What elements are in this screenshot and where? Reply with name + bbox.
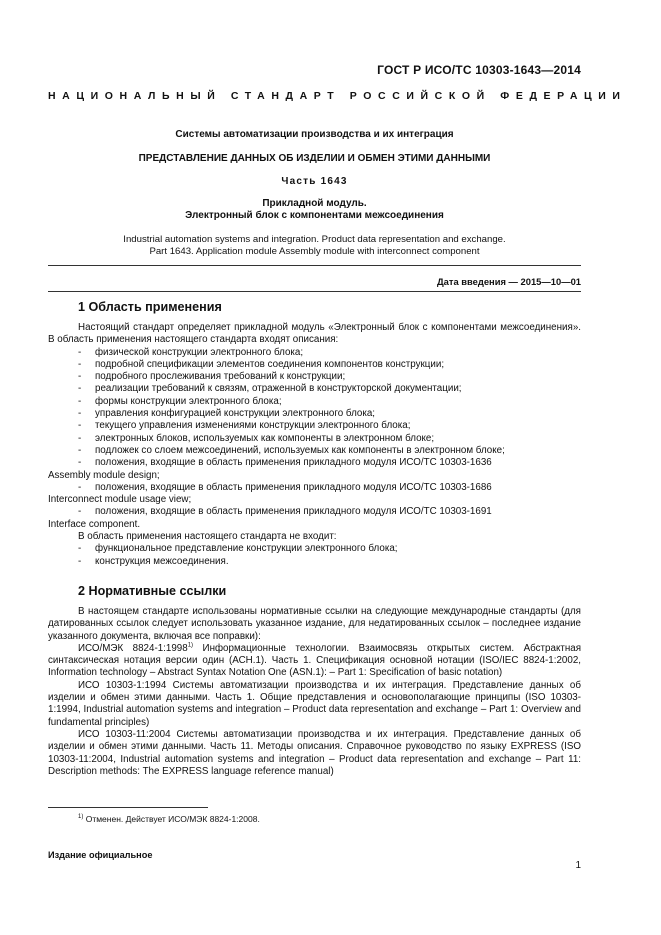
reference-1: ИСО/МЭК 8824-1:1998$^{1)}$ Информационные технологии. Взаимосвязь открытых систем. Абстрактная синтаксическая нотация версии один (АСН.1). Часть 1. Спецификация основной нотации (ISO/IEC 8824-1:2002, Information technology – Abstract Syntax Notation One (ASN.1): – Part 1: Specification of basic notation) <box>48 642 581 679</box>
list-item: - конструкция межсоединения. <box>78 555 229 567</box>
section-2-heading: 2 Нормативные ссылки <box>78 584 227 598</box>
section-1-body <box>48 322 581 568</box>
title-module-line1: Прикладной модуль. <box>262 198 367 209</box>
list-item: - физической конструкции электронного блока; <box>78 346 304 358</box>
list-item: - функциональное представление конструкции электронного блока; <box>78 543 398 555</box>
list-item: - положения, входящие в область применения прикладного модуля ИСО/ТС 10303-1691 Interface component. <box>48 506 492 530</box>
list-item: - положения, входящие в область применения прикладного модуля ИСО/ТС 10303-1686 Interconnect module usage view; <box>48 481 492 506</box>
title-subtitle: ПРЕДСТАВЛЕНИЕ ДАННЫХ ОБ ИЗДЕЛИИ И ОБМЕН ЭТИМИ ДАННЫМИ <box>138 153 491 164</box>
footnote-divider <box>48 807 208 808</box>
list-item: - текущего управления изменениями конструкции электронного блока; <box>78 420 411 432</box>
list-item: - формы конструкции электронного блока; <box>78 395 282 407</box>
list-item: - электронных блоков, используемых как компоненты в электронном блоке; <box>78 432 435 444</box>
footnote: $^{1)}$ Отменен. Действует ИСО/МЭК 8824-1:2008. <box>78 814 260 824</box>
title-english-line2: Part 1643. Application module Assembly module with interconnect component <box>149 246 480 257</box>
list-item: - подробного прослеживания требований к конструкции; <box>78 371 346 383</box>
list-item: - реализации требований к связям, отраженной в конструкторской документации; <box>78 383 462 395</box>
document-code: ГОСТ Р ИСО/ТС 10303-1643—2014 <box>377 63 581 77</box>
excluded-intro: В область применения настоящего стандарта не входит: <box>78 531 337 543</box>
section-2-body <box>48 606 581 778</box>
introduction-date: Дата введения — 2015—10—01 <box>436 276 581 287</box>
title-english-line1: Industrial automation systems and integration. Product data representation and exchange. <box>123 234 506 245</box>
section-2-intro: В настоящем стандарте использованы нормативные ссылки на следующие международные стандарты (для датированных ссылок следует использовать указанное издание, для недатированных ссылок – последнее издание указанного документа, включая все поправки): <box>48 606 581 642</box>
page-number: 1 <box>575 860 581 871</box>
title-part: Часть 1643 <box>281 176 348 187</box>
date-divider <box>48 291 581 292</box>
section-1-heading: 1 Область применения <box>78 300 222 314</box>
reference-3: ИСО 10303-11:2004 Системы автоматизации производства и их интеграция. Представление данных об изделии и обмен этими данными. Часть 11. Методы описания. Справочное руководство по языку EXPRESS (ISO 10303-11:2004, Industrial automation systems and integration – Product data representation and exchange – Part 11: Description methods: The EXPRESS language reference manual) <box>48 728 581 777</box>
official-edition-label: Издание официальное <box>48 850 153 860</box>
title-divider <box>48 265 581 266</box>
list-item: - подложек со слоем межсоединений, используемых как компоненты в электронном блоке; <box>78 444 505 456</box>
title-module-line2: Электронный блок с компонентами межсоединения <box>185 210 444 221</box>
section-1-intro: Настоящий стандарт определяет прикладной модуль «Электронный блок с компонентами межсоединения». В область применения настоящего стандарта входят описания: <box>48 322 581 346</box>
scope-list <box>48 347 581 531</box>
list-item: - управления конфигурацией конструкции электронного блока; <box>78 408 376 420</box>
national-standard-banner: НАЦИОНАЛЬНЫЙ СТАНДАРТ РОССИЙСКОЙ ФЕДЕРАЦИИ <box>48 90 627 102</box>
reference-2: ИСО 10303-1:1994 Системы автоматизации производства и их интеграция. Представление данных об изделии и обмен этими данными. Часть 1. Общие представления и основополагающие принципы (ISO 10303-1:1994, Industrial automation systems and integration – Product data representation and exchange – Part 1: Overview and fundamental principles) <box>48 679 581 728</box>
list-item: - подробной спецификации элементов соединения компонентов конструкции; <box>78 358 445 370</box>
list-item: - положения, входящие в область применения прикладного модуля ИСО/ТС 10303-1636 Assembly module design; <box>48 457 492 481</box>
title-series: Системы автоматизации производства и их интеграция <box>175 129 454 140</box>
footnote-marker: 1) <box>187 642 194 649</box>
